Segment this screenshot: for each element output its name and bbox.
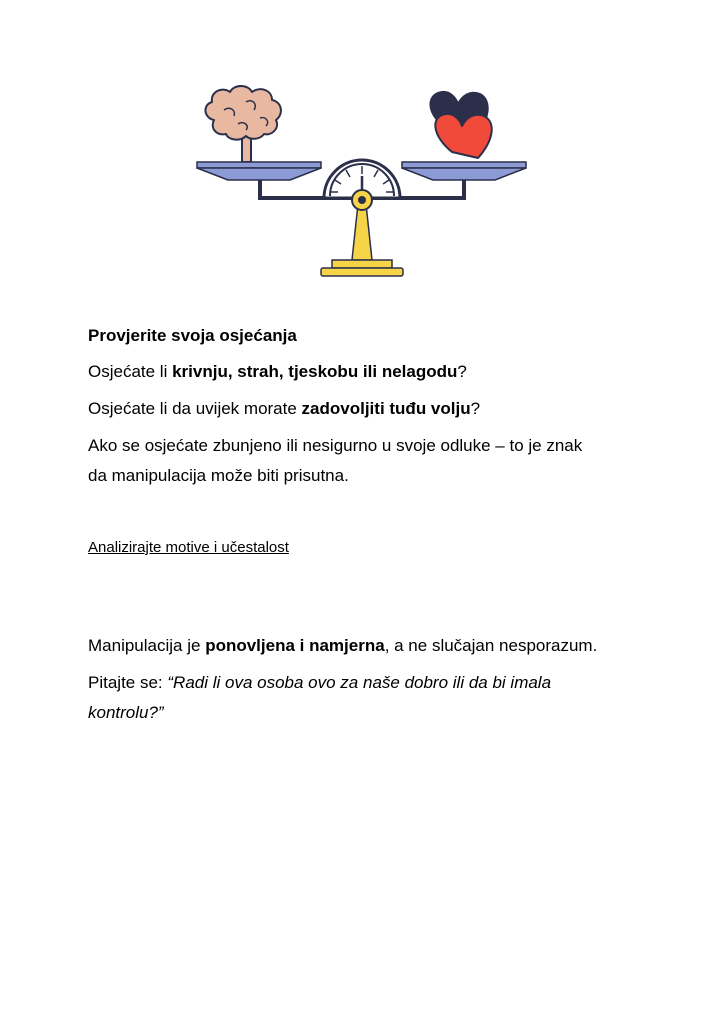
- heart-icon: [430, 92, 491, 158]
- section-heading-motives: Analizirajte motive i učestalost: [88, 539, 289, 556]
- paragraph-ask-yourself-line1: [88, 669, 551, 697]
- question-satisfy-will: [88, 395, 480, 423]
- quote-text: “Radi li ova osoba ovo za naše dobro ili da bi imala: [167, 673, 552, 692]
- question-guilt-fear: [88, 358, 467, 386]
- paragraph-text: Pitajte se:: [88, 673, 168, 692]
- question-emphasis: krivnju, strah, tjeskobu ili nelagodu: [172, 362, 458, 381]
- question-text: Osjećate li: [88, 362, 173, 381]
- section-heading-feelings: Provjerite svoja osjećanja: [88, 326, 297, 345]
- question-mark: ?: [470, 399, 481, 418]
- scale-stand: [321, 190, 403, 276]
- paragraph-text: Manipulacija je: [88, 636, 206, 655]
- paragraph-text-end: , a ne slučajan nesporazum.: [384, 636, 598, 655]
- brain-icon: [205, 86, 281, 162]
- paragraph-manipulation: [88, 632, 597, 660]
- paragraph-emphasis: ponovljena i namjerna: [205, 636, 385, 655]
- balance-scale-illustration: [190, 80, 535, 285]
- question-mark: ?: [457, 362, 467, 381]
- question-text: Osjećate li da uvijek morate: [88, 399, 302, 418]
- paragraph-confusion-line1: Ako se osjećate zbunjeno ili nesigurno u svoje odluke – to je znak: [88, 436, 583, 455]
- question-emphasis: zadovoljiti tuđu volju: [301, 399, 471, 418]
- paragraph-confusion-line2: da manipulacija može biti prisutna.: [88, 466, 349, 485]
- right-pan: [402, 162, 526, 198]
- paragraph-ask-yourself-line2: kontrolu?”: [88, 703, 164, 722]
- left-pan: [197, 162, 321, 198]
